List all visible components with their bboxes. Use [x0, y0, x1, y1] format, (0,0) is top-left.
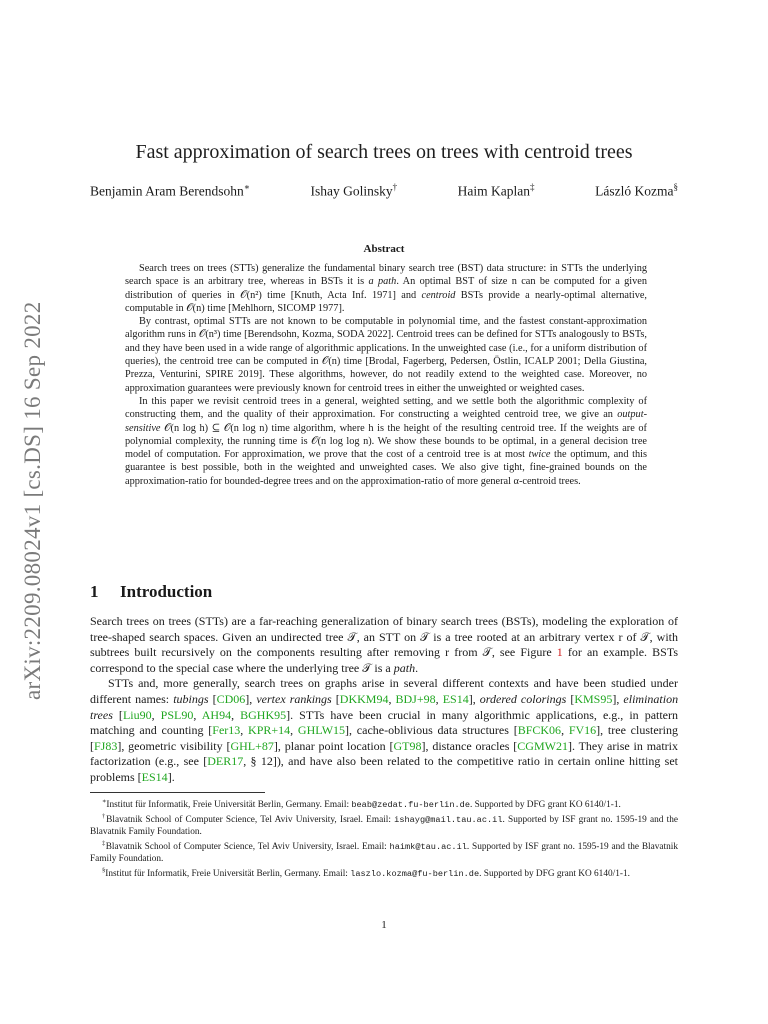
- figure-reference-link[interactable]: 1: [556, 645, 563, 660]
- section-heading-introduction: [90, 582, 678, 602]
- citation-link[interactable]: ES14: [141, 769, 168, 784]
- author: László Kozma§: [595, 182, 678, 199]
- citation-link[interactable]: Liu90: [122, 707, 152, 722]
- abstract-paragraph: Search trees on trees (STTs) generalize the fundamental binary search tree (BST) data structure: in STTs the underlying search space is an arbitrary tree, whereas in BSTs it is a path. An optimal BST of size n can be computed for a given distribution of queries in 𝒪(n²) time [Knuth, Acta Inf. 1971] and centroid BSTs provide a nearly-optimal alternative, computable in 𝒪(n) time [Mehlhorn, SICOMP 1977].: [125, 263, 647, 314]
- citation-link[interactable]: ES14: [442, 691, 469, 706]
- email-address[interactable]: haimk@tau.ac.il: [389, 842, 467, 853]
- citation-link[interactable]: AH94: [201, 707, 232, 722]
- citation-link[interactable]: KPR+14: [248, 723, 291, 738]
- paper-title: Fast approximation of search trees on trees with centroid trees: [135, 141, 633, 163]
- abstract-heading: Abstract: [363, 243, 405, 255]
- citation-link[interactable]: FV16: [568, 723, 597, 738]
- author-list: [90, 182, 678, 200]
- abstract-body: [125, 262, 647, 488]
- footnote: †Blavatnik School of Computer Science, Tel Aviv University, Israel. Email: ishayg@mail.tau.ac.il. Supported by ISF grant no. 1595-19 and the Blavatnik Family Foundation.: [90, 813, 679, 838]
- page-number: 1: [381, 919, 387, 931]
- email-address[interactable]: beab@zedat.fu-berlin.de: [351, 800, 470, 811]
- citation-link[interactable]: CD06: [216, 691, 246, 706]
- email-address[interactable]: laszlo.kozma@fu-berlin.de: [350, 869, 480, 880]
- author: Haim Kaplan‡: [457, 182, 535, 199]
- citation-link[interactable]: GHL+87: [230, 738, 274, 753]
- citation-link[interactable]: PSL90: [160, 707, 194, 722]
- citation-link[interactable]: GHLW15: [297, 723, 346, 738]
- footnotes: [90, 796, 678, 880]
- citation-link[interactable]: DKKM94: [339, 691, 389, 706]
- arxiv-identifier-stamp: arXiv:2209.08024v1 [cs.DS] 16 Sep 2022: [20, 301, 45, 700]
- author: Benjamin Aram Berendsohn∗: [90, 182, 250, 199]
- citation-link[interactable]: KMS95: [574, 691, 613, 706]
- author: Ishay Golinsky†: [310, 182, 398, 199]
- body-paragraph: Search trees on trees (STTs) are a far-reaching generalization of binary search trees (BSTs), modeling the exploration of tree-shaped search spaces. Given an undirected tree 𝒯, an STT on 𝒯 is a tree rooted at an arbitrary vertex r of 𝒯, with subtrees built recursively on the components resulting after removing r from 𝒯, see Figure 1 for an example. BSTs correspond to the special case where the underlying tree 𝒯 is a path.: [90, 614, 678, 675]
- footnote-divider: [90, 792, 265, 793]
- abstract-paragraph: In this paper we revisit centroid trees in a general, weighted setting, and we settle both the algorithmic complexity of constructing them, and the quality of their approximation. For constructing a weighted centroid tree, we give an output-sensitive 𝒪(n log h) ⊆ 𝒪(n log n) time algorithm, where h is the height of the resulting centroid tree. If the weights are of polynomial complexity, the running time is 𝒪(n log log n). We show these bounds to be optimal, in a general decision tree model of computation. For approximation, we prove that the cost of a centroid tree is at most twice the optimum, and this guarantee is best possible, both in the weighted and unweighted cases. We also give tight, fine-grained bounds on the approximation-ratio for bounded-degree trees and on the approximation-ratio of more general α-centroid trees.: [125, 395, 647, 487]
- section-number: 1: [90, 582, 99, 601]
- footnote: §Institut für Informatik, Freie Universität Berlin, Germany. Email: laszlo.kozma@fu-berlin.de. Supported by DFG grant KO 6140/1-1.: [102, 867, 630, 880]
- citation-link[interactable]: CGMW21: [517, 738, 568, 753]
- footnote: ‡Blavatnik School of Computer Science, Tel Aviv University, Israel. Email: haimk@tau.ac.il. Supported by ISF grant no. 1595-19 and the Blavatnik Family Foundation.: [90, 840, 679, 865]
- citation-link[interactable]: GT98: [393, 738, 422, 753]
- introduction-body: [90, 614, 678, 786]
- citation-link[interactable]: BDJ+98: [395, 691, 436, 706]
- citation-link[interactable]: Fer13: [212, 723, 241, 738]
- email-address[interactable]: ishayg@mail.tau.ac.il: [394, 815, 503, 826]
- citation-link[interactable]: DER17: [207, 754, 244, 769]
- citation-link[interactable]: FJ83: [94, 738, 118, 753]
- body-paragraph: STTs and, more generally, search trees on graphs arise in several different contexts and have been studied under different names: tubings [CD06], vertex rankings [DKKM94, BDJ+98, ES14], ordered colorings [KMS95], elimination trees [Liu90, PSL90, AH94, BGHK95]. STTs have been crucial in many algorithmic applications, e.g., in pattern matching and counting [Fer13, KPR+14, GHLW15], cache-oblivious data structures [BFCK06, FV16], tree clustering [FJ83], geometric visibility [GHL+87], planar point location [GT98], distance oracles [CGMW21]. They arise in matrix factorization (e.g., see [DER17, § 12]), and have also been related to the competitive ratio in certain online hitting set problems [ES14].: [90, 676, 679, 784]
- section-title: Introduction: [120, 582, 213, 601]
- citation-link[interactable]: BGHK95: [240, 707, 287, 722]
- citation-link[interactable]: BFCK06: [517, 723, 562, 738]
- footnote: ∗Institut für Informatik, Freie Universität Berlin, Germany. Email: beab@zedat.fu-berlin.de. Supported by DFG grant KO 6140/1-1.: [102, 798, 621, 811]
- abstract-paragraph: By contrast, optimal STTs are not known to be computable in polynomial time, and the fastest constant-approximation algorithm runs in 𝒪(n³) time [Berendsohn, Kozma, SODA 2022]. Centroid trees can be defined for STTs analogously to BSTs, and they have been used in a wide range of algorithmic applications. In the unweighted case (i.e., for a uniform distribution of queries), the centroid tree can be computed in 𝒪(n) time [Brodal, Fagerberg, Pedersen, Östlin, ICALP 2001; Della Giustina, Prezza, Venturini, SPIRE 2019]. These algorithms, however, do not readily extend to the weighted case. Moreover, no approximation guarantees were previously known for centroid trees in either the unweighted or weighted cases.: [125, 316, 647, 394]
